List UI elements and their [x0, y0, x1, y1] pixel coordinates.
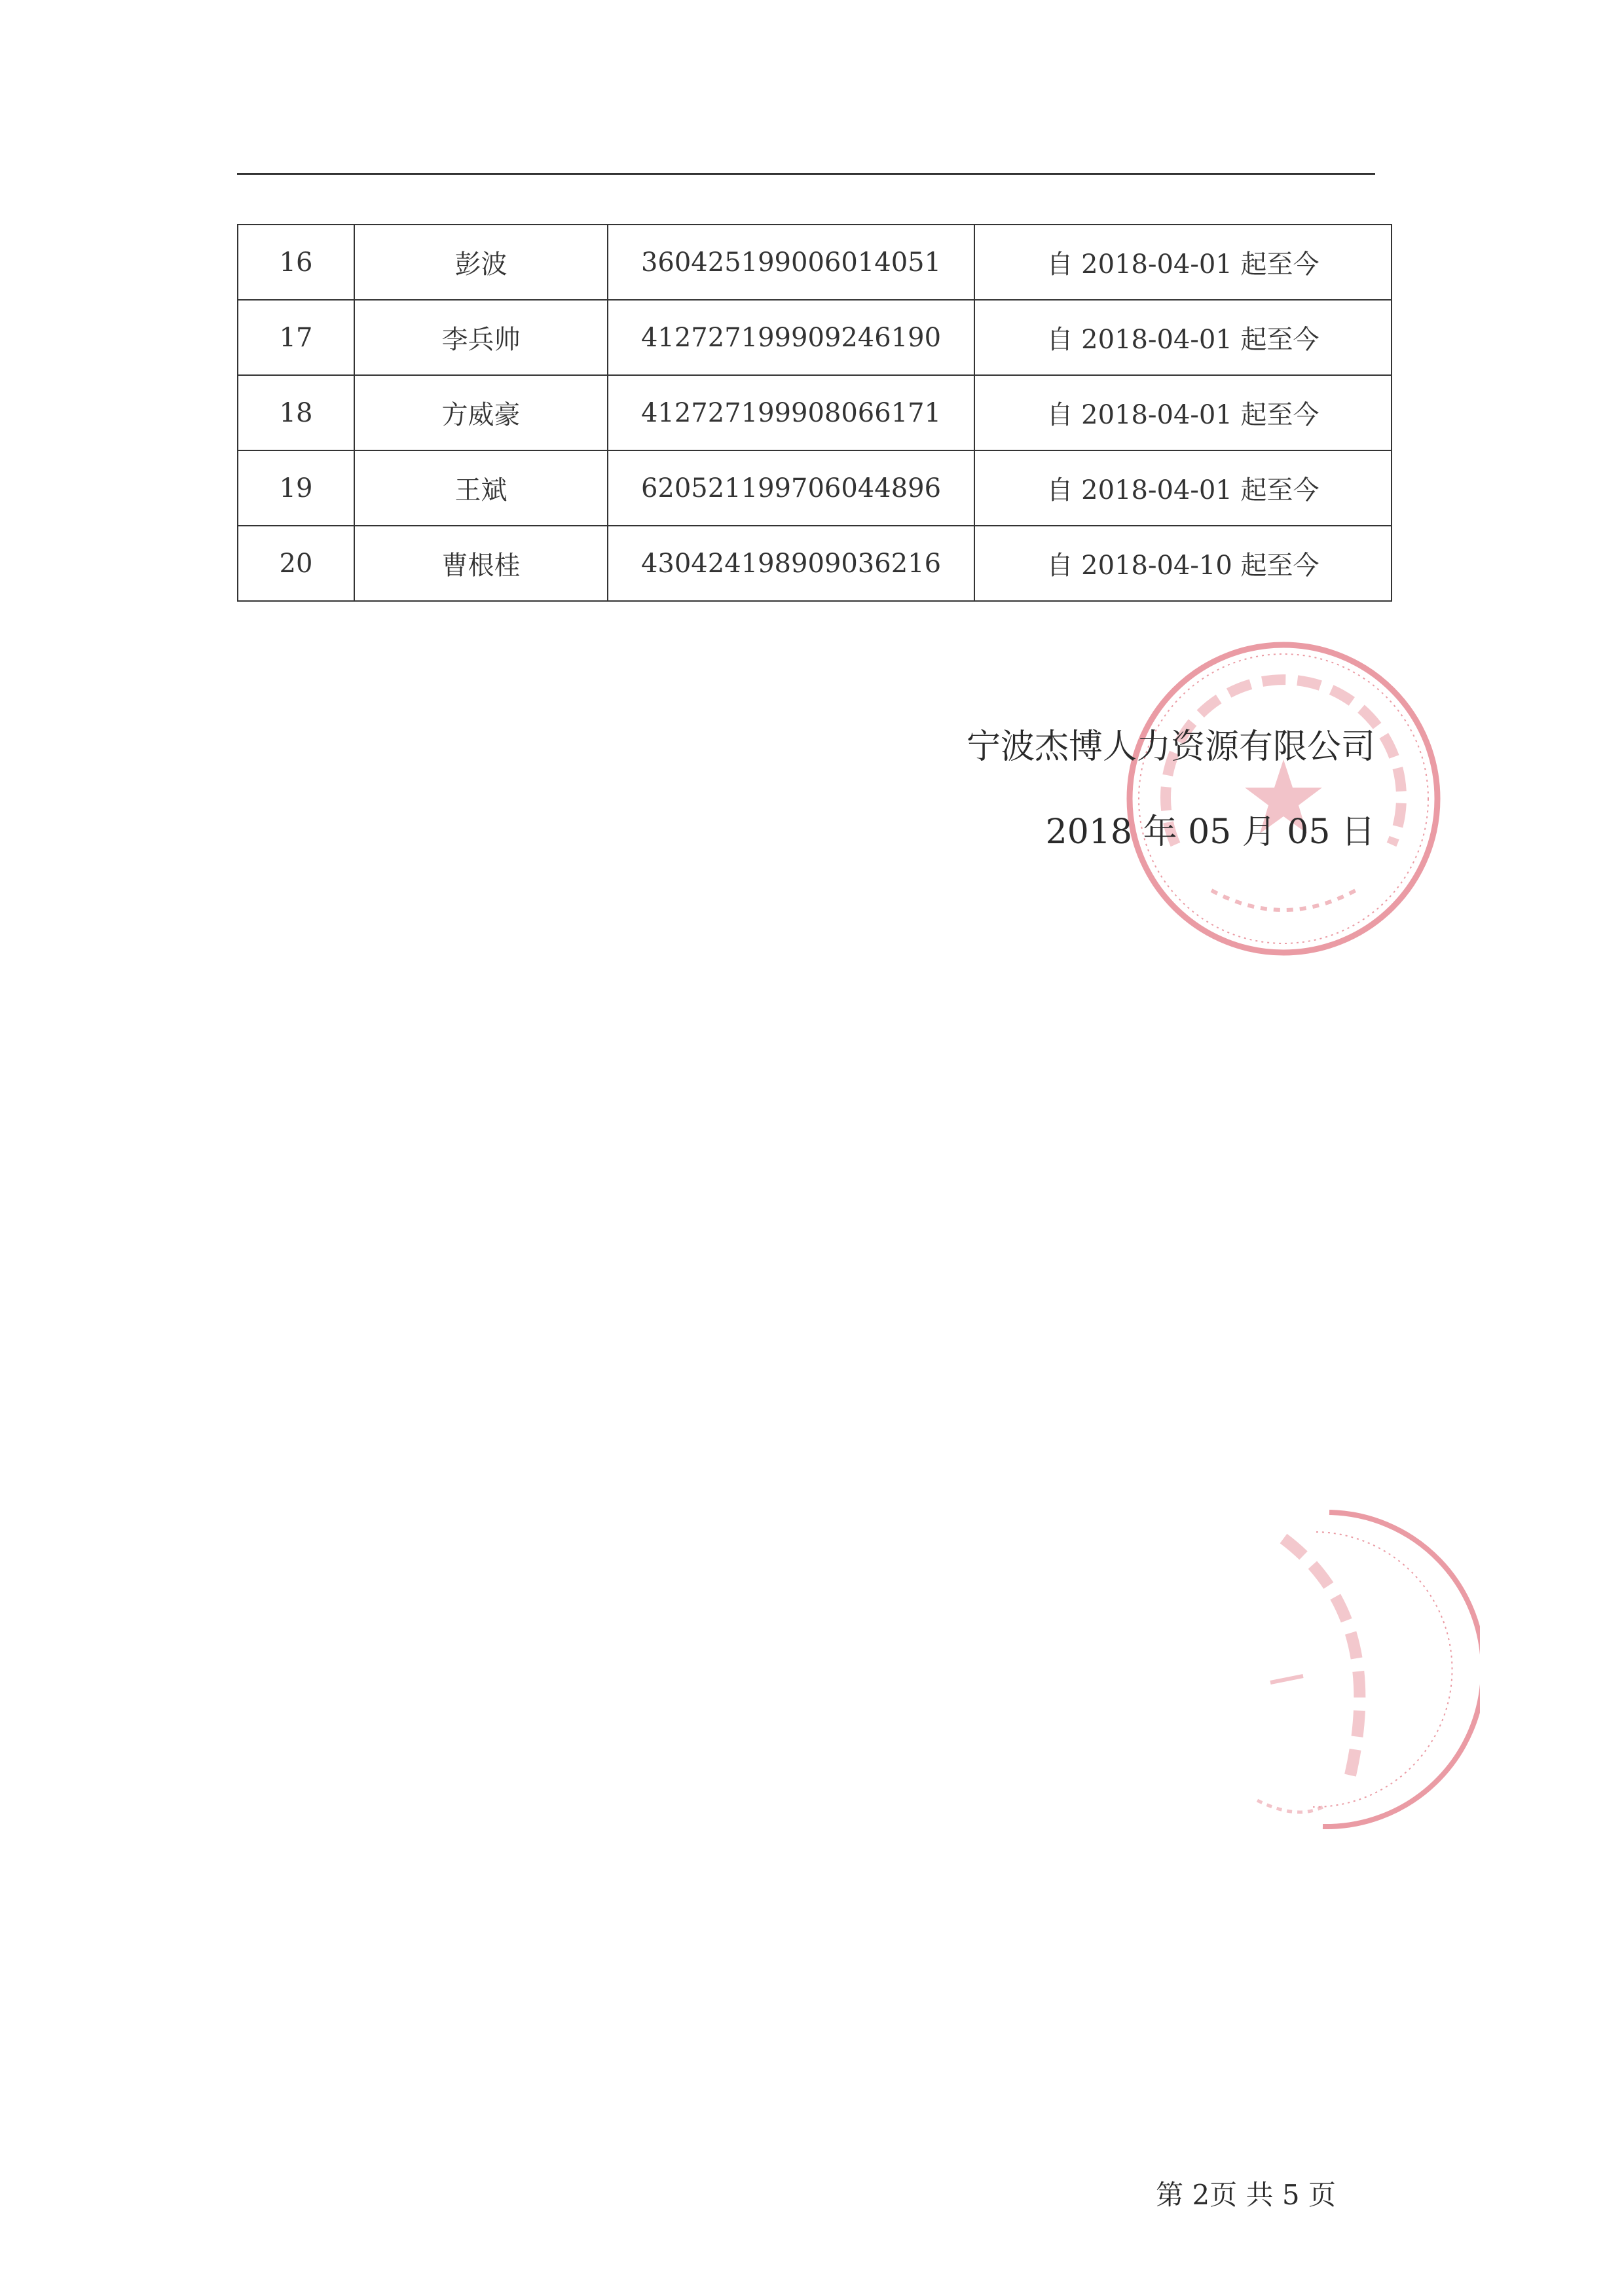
row-number: 19: [238, 450, 354, 526]
id-number: 412727199909246190: [608, 300, 974, 375]
table-row: [238, 300, 1392, 375]
id-number: 360425199006014051: [608, 225, 974, 300]
header-rule: [237, 173, 1375, 175]
employee-name: 王斌: [354, 450, 608, 526]
employment-period: 自 2018-04-01 起至今: [974, 450, 1392, 526]
row-number: 17: [238, 300, 354, 375]
employee-name: 李兵帅: [354, 300, 608, 375]
employment-period: 自 2018-04-10 起至今: [974, 526, 1392, 601]
page-number: 第 2页 共 5 页: [1156, 2179, 1336, 2211]
signature-date: 2018 年 05 月 05 日: [1045, 812, 1375, 852]
id-number: 430424198909036216: [608, 526, 974, 601]
employee-name: 曹根桂: [354, 526, 608, 601]
employment-period: 自 2018-04-01 起至今: [974, 300, 1392, 375]
employment-period: 自 2018-04-01 起至今: [974, 375, 1392, 450]
table-row: [238, 375, 1392, 450]
table-row: [238, 450, 1392, 526]
table-row: [238, 225, 1392, 300]
employment-period: 自 2018-04-01 起至今: [974, 225, 1392, 300]
company-seal: [1113, 629, 1454, 969]
row-number: 20: [238, 526, 354, 601]
id-number: 620521199706044896: [608, 450, 974, 526]
employee-name: 彭波: [354, 225, 608, 300]
employee-table: [237, 224, 1392, 602]
partial-seal: [1244, 1486, 1480, 1853]
employee-name: 方威豪: [354, 375, 608, 450]
id-number: 412727199908066171: [608, 375, 974, 450]
company-name: 宁波杰博人力资源有限公司: [966, 727, 1375, 767]
table-row: [238, 526, 1392, 601]
row-number: 18: [238, 375, 354, 450]
row-number: 16: [238, 225, 354, 300]
